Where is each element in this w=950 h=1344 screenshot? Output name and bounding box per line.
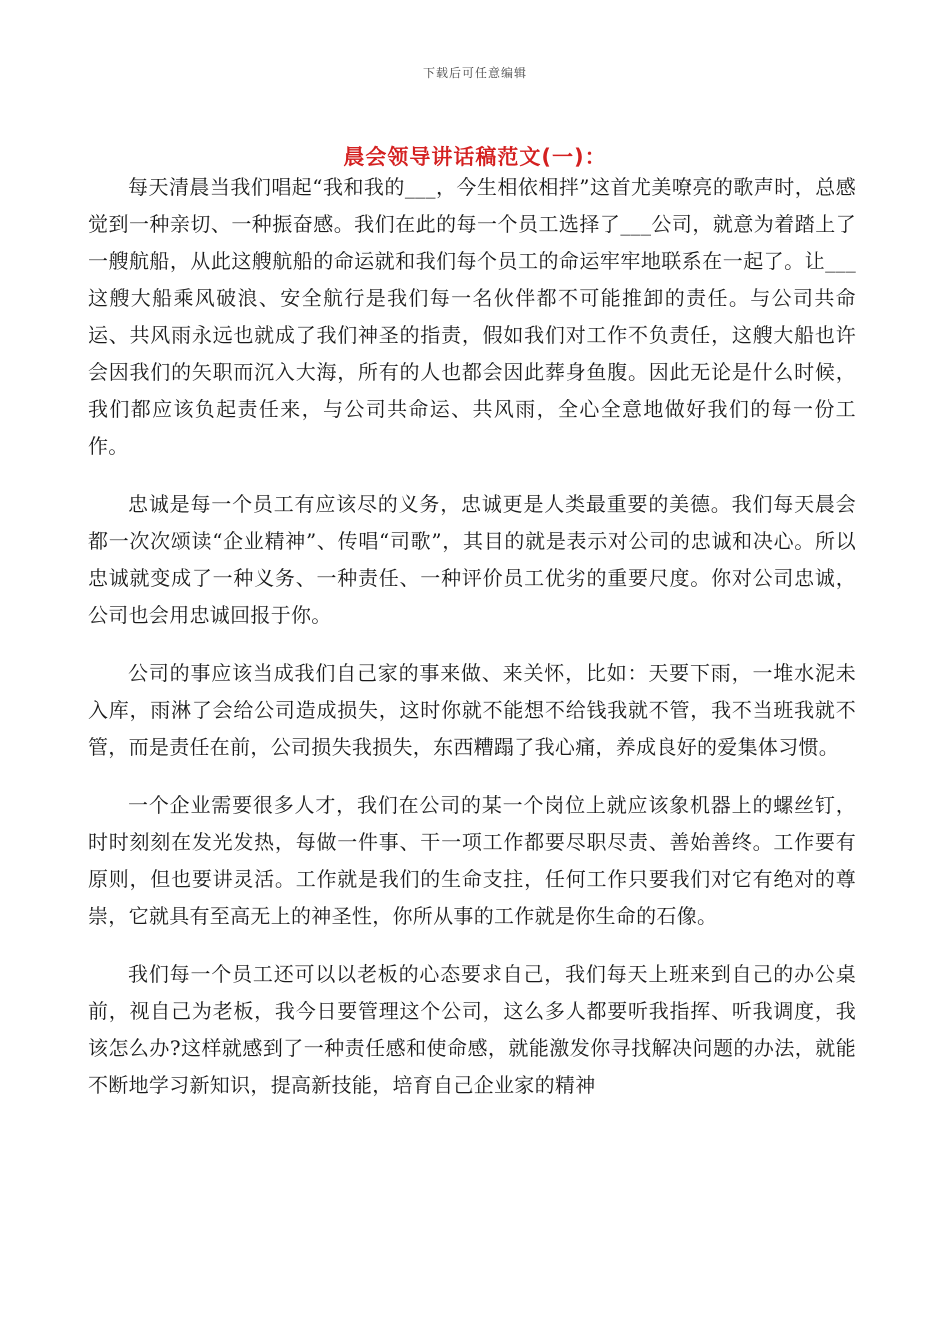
paragraph-3: 公司的事应该当成我们自己家的事来做、来关怀，比如：天要下雨，一堆水泥未入库，雨淋了会给公司造成损失，这时你就不能想不给钱我就不管，我不当班我就不管，而是责任在前，公司损失我损失，东西糟蹋了我心痛，养成良好的爱集体习惯。 (88, 661, 856, 759)
paragraph-2: 忠诚是每一个员工有应该尽的义务，忠诚更是人类最重要的美德。我们每天晨会都一次次颂读“企业精神”、传唱“司歌”，其目的就是表示对公司的忠诚和决心。所以忠诚就变成了一种义务、一种责任、一种评价员工优劣的重要尺度。你对公司忠诚，公司也会用忠诚回报于你。 (88, 492, 856, 627)
paragraph-5: 我们每一个员工还可以以老板的心态要求自己，我们每天上班来到自己的办公桌前，视自己为老板，我今日要管理这个公司，这么多人都要听我指挥、听我调度，我该怎么办?这样就感到了一种责任感和使命感，就能激发你寻找解决问题的办法，就能不断地学习新知识，提高新技能，培育自己企业家的精神 (88, 962, 856, 1097)
document-title: 晨会领导讲话稿范文(一)： (343, 145, 607, 169)
paragraph-4: 一个企业需要很多人才，我们在公司的某一个岗位上就应该象机器上的螺丝钉，时时刻刻在发光发热，每做一件事、干一项工作都要尽职尽责、善始善终。工作要有原则，但也要讲灵活。工作就是我们的生命支拄，任何工作只要我们对它有绝对的尊崇，它就具有至高无上的神圣性，你所从事的工作就是你生命的石像。 (88, 793, 856, 928)
paragraph-1: 每天清晨当我们唱起“我和我的___，今生相依相拌”这首尤美嘹亮的歌声时，总感觉到一种亲切、一种振奋感。我们在此的每一个员工选择了___公司，就意为着踏上了一艘航船，从此这艘航船的命运就和我们每个员工的命运牢牢地联系在一起了。让___这艘大船乘风破浪、安全航行是我们每一名伙伴都不可能推卸的责任。与公司共命运、共风雨永远也就成了我们神圣的指责，假如我们对工作不负责任，这艘大船也许会因我们的矢职而沉入大海，所有的人也都会因此葬身鱼腹。因此无论是什么时候，我们都应该负起责任来，与公司共命运、共风雨，全心全意地做好我们的每一份工作。 (88, 175, 856, 458)
document-body (88, 169, 856, 1104)
page-header-note: 下载后可任意编辑 (422, 66, 527, 80)
